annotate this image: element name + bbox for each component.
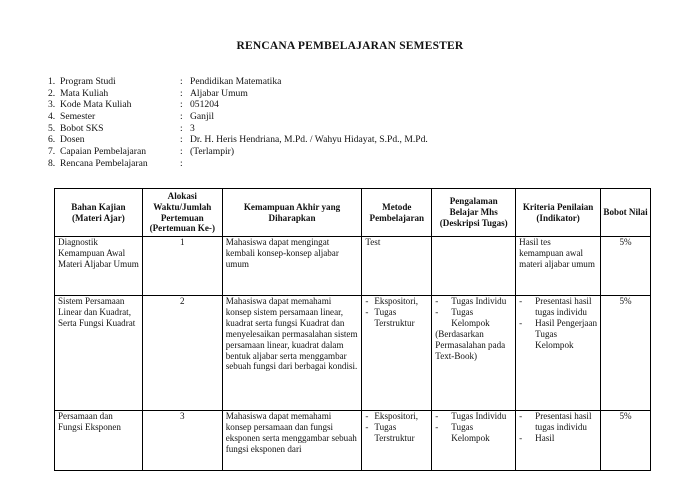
header-pengalaman-belajar: Pengalaman Belajar Mhs (Deskripsi Tugas)	[432, 189, 516, 237]
table-row	[55, 237, 651, 296]
document-title: RENCANA PEMBELAJARAN SEMESTER	[236, 40, 464, 52]
list-item: - Ekspositori,	[365, 411, 419, 421]
list-item: - Presentasi hasil tugas individu	[519, 411, 592, 432]
table-header-row	[55, 189, 651, 237]
metode-list	[365, 296, 428, 329]
info-number: 7.	[48, 146, 56, 158]
list-item: - Tugas Individu	[435, 411, 507, 421]
cell-metode	[362, 411, 432, 471]
list-item: - Tugas Individu	[435, 296, 507, 306]
pengalaman-note: (Berdasarkan Permasalahan pada Text-Book)	[435, 328, 506, 361]
pengalaman-list	[435, 296, 512, 329]
header-bahan-kajian: Bahan Kajian (Materi Ajar)	[55, 189, 143, 237]
cell-kemampuan: Mahasiswa dapat memahami konsep sistem persamaan linear, kuadrat serta fungsi Kuadrat dan menyelesaikan permasalahan sistem persamaan linear, kuadrat dalam bentuk aljabar serta menggambar sebuah fungsi dari berbagai kondisi.	[222, 296, 362, 411]
info-colon: :	[180, 122, 183, 134]
info-row-dosen	[48, 134, 428, 146]
info-row-bobot-sks	[48, 123, 428, 135]
info-colon: :	[180, 146, 183, 158]
info-row-capaian-pembelajaran	[48, 146, 428, 158]
list-item: - Hasil	[519, 432, 555, 443]
info-number: 6.	[48, 134, 56, 146]
list-item: - Presentasi hasil tugas individu	[519, 296, 592, 317]
info-value: 051204	[190, 99, 219, 111]
info-colon: :	[180, 87, 183, 99]
table-row	[55, 411, 651, 471]
cell-metode: Test	[362, 237, 432, 296]
header-kemampuan-akhir: Kemampuan Akhir yang Diharapkan	[222, 189, 362, 237]
list-item: - Tugas Terstruktur	[365, 421, 415, 443]
cell-kemampuan: Mahasiswa dapat memahami konsep persamaan dan fungsi eksponen serta menggambar sebuah fungsi eksponen dari	[222, 411, 362, 471]
info-value: Aljabar Umum	[190, 87, 248, 99]
info-value: Dr. H. Heris Hendriana, M.Pd. / Wahyu Hidayat, S.Pd., M.Pd.	[190, 134, 428, 146]
info-number: 5.	[48, 122, 56, 134]
info-colon: :	[180, 157, 183, 169]
cell-kriteria	[516, 411, 601, 471]
info-label: Rencana Pembelajaran	[60, 157, 148, 169]
kriteria-list	[519, 296, 597, 351]
info-row-mata-kuliah	[48, 88, 428, 100]
info-number: 1.	[48, 76, 56, 87]
info-colon: :	[180, 76, 183, 87]
list-item: - Tugas Kelompok	[435, 421, 490, 443]
cell-kriteria: Hasil tes kemampuan awal materi aljabar umum	[516, 237, 601, 296]
list-item: - Tugas Kelompok	[435, 306, 490, 328]
info-value: Pendidikan Matematika	[190, 76, 282, 87]
list-item: - Ekspositori,	[365, 296, 419, 306]
info-label: Program Studi	[60, 76, 116, 87]
table-row	[55, 296, 651, 411]
cell-pengalaman	[432, 411, 516, 471]
info-row-semester	[48, 111, 428, 123]
header-metode: Metode Pembelajaran	[362, 189, 432, 237]
cell-pengalaman	[432, 296, 516, 411]
kriteria-list	[519, 411, 597, 444]
pengalaman-list	[435, 411, 512, 444]
info-row-program-studi	[48, 76, 428, 88]
info-number: 2.	[48, 87, 56, 99]
cell-pertemuan: 1	[142, 237, 222, 296]
info-number: 3.	[48, 99, 56, 111]
info-value: (Terlampir)	[190, 146, 235, 158]
info-colon: :	[180, 99, 183, 111]
info-label: Semester	[60, 111, 96, 123]
cell-pertemuan: 3	[142, 411, 222, 471]
cell-bobot: 5%	[601, 296, 651, 411]
cell-bahan-kajian: Diagnostik Kemampuan Awal Materi Aljabar Umum	[55, 237, 143, 296]
cell-bahan-kajian: Persamaan dan Fungsi Eksponen	[55, 411, 143, 471]
info-value: Ganjil	[190, 111, 214, 123]
header-bobot-nilai: Bobot Nilai	[601, 189, 651, 237]
cell-bahan-kajian: Sistem Persamaan Linear dan Kuadrat, Serta Fungsi Kuadrat	[55, 296, 143, 411]
list-item: - Tugas Terstruktur	[365, 306, 415, 328]
cell-metode	[362, 296, 432, 411]
info-label: Mata Kuliah	[60, 87, 109, 99]
course-info-list	[48, 76, 428, 170]
info-label: Capaian Pembelajaran	[60, 146, 147, 158]
info-value: 3	[190, 122, 195, 134]
cell-bobot: 5%	[601, 411, 651, 471]
info-colon: :	[180, 134, 183, 146]
cell-pengalaman	[432, 237, 516, 296]
info-number: 4.	[48, 111, 56, 123]
info-label: Bobot SKS	[60, 122, 104, 134]
cell-bobot: 5%	[601, 237, 651, 296]
info-label: Kode Mata Kuliah	[60, 99, 132, 111]
metode-list	[365, 411, 428, 444]
info-label: Dosen	[60, 134, 85, 146]
info-number: 8.	[48, 157, 56, 169]
header-kriteria-penilaian: Kriteria Penilaian (Indikator)	[516, 189, 601, 237]
info-row-rencana-pembelajaran	[48, 158, 428, 170]
lesson-plan-table	[54, 188, 651, 471]
info-colon: :	[180, 111, 183, 123]
cell-pertemuan: 2	[142, 296, 222, 411]
header-alokasi-waktu: Alokasi Waktu/Jumlah Pertemuan (Pertemuan Ke-)	[142, 189, 222, 237]
cell-kemampuan: Mahasiswa dapat mengingat kembali konsep-konsep aljabar umum	[222, 237, 362, 296]
list-item: - Hasil Pengerjaan Tugas Kelompok	[519, 317, 598, 350]
info-row-kode-mata-kuliah	[48, 99, 428, 111]
cell-kriteria	[516, 296, 601, 411]
